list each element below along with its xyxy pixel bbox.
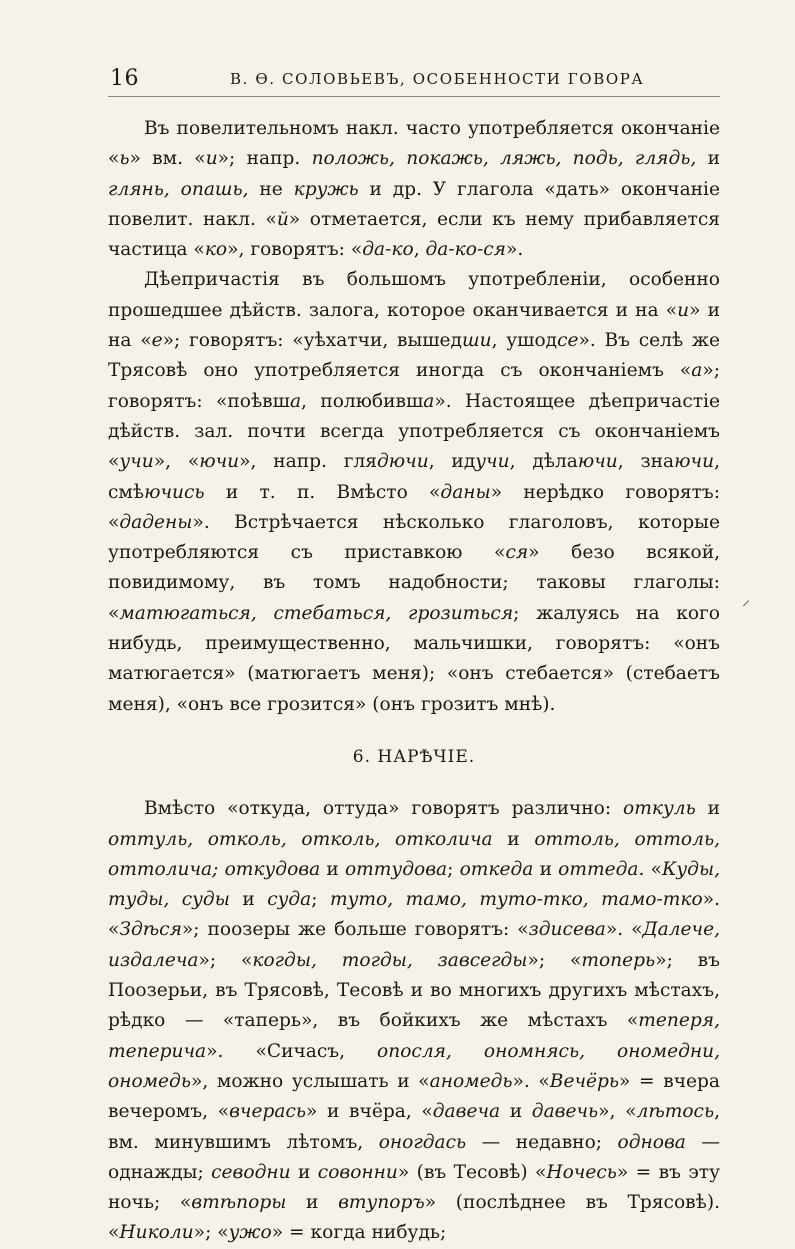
page-number: 16 xyxy=(110,66,139,91)
paragraph-participles: Дѣепричастія въ большомъ употребленіи, особенно прошедшее дѣйств. залога, которое оканчивается и на «и» и на «е»; говорятъ: «уѣхатчи, вышедши, ушодсе». Въ селѣ же Трясовѣ оно употребляется иногда съ окончаніемъ «а»; говорятъ: «поѣвша, полюбивша». Настоящее дѣепричастіе дѣйств. зал. почти всегда употребляется съ окончаніемъ «учи», «ючи», напр. глядючи, идучи, дѣлаючи, знаючи, смѣючись и т. п. Вмѣсто «даны» нерѣдко говорятъ: «дадены». Встрѣчается нѣсколько глаголовъ, которые употребляются съ приставкою «ся» безо всякой, повидимому, въ томъ надобности; таковы глаголы: «матюгаться, стебаться, грозиться; жалуясь на кого нибудь, преимущественно, мальчишки, говорятъ: «онъ матюгается» (матюгаетъ меня); «онъ стебается» (стебаетъ меня), «онъ все грозится» (онъ грозитъ мнѣ). xyxy=(108,269,721,715)
section-heading: 6. НАРѢЧІЕ. xyxy=(352,746,476,767)
header-rule xyxy=(108,96,720,97)
margin-pencil-mark: ⸝ xyxy=(742,590,751,609)
body-text xyxy=(108,114,720,1249)
paragraph-adverbs: Вмѣсто «откуда, оттуда» говорятъ различно: откуль и оттуль, отколь, отколь, отколича и оттоль, оттоль, оттолича; откудова и оттудова; откеда и оттеда. «Куды, туды, суды и суда; туто, тамо, туто-тко, тамо-тко». «Здѣся»; поозеры же больше говорятъ: «здисева». «Далече, издалеча»; «когды, тогды, завсегды»; «топерь»; въ Поозерьи, въ Трясовѣ, Тесовѣ и во многихъ другихъ мѣстахъ, рѣдко — «таперь», въ бойкихъ же мѣстахъ «теперя, теперича». «Сичасъ, опосля, ономнясь, ономедни, ономедь», можно услышать и «аномедь». «Вечёрь» = вчера вечеромъ, «вчерась» и вчёра, «давеча и давечь», «лѣтось, вм. минувшимъ лѣтомъ, оногдась — недавно; однова — однажды; севодни и совонни» (въ Тесовѣ) «Ночесь» = въ эту ночь; «втѣпоры и втупоръ» (послѣднее въ Трясовѣ). «Николи»; «ужо» = когда нибудь; xyxy=(108,798,721,1244)
running-title: В. Ѳ. СОЛОВЬЕВЪ, ОСОБЕННОСТИ ГОВОРА xyxy=(230,70,645,88)
paragraph-imperative: Въ повелительномъ накл. часто употребляется окончаніе «ь» вм. «и»; напр. положь, покажь, ляжь, подь, глядь, и глянь, опашь, не кружь и др. У глагола «дать» окончаніе повелит. накл. «й» отметается, если къ нему прибавляется частица «ко», говорятъ: «да-ко, да-ко-ся». xyxy=(108,118,720,261)
